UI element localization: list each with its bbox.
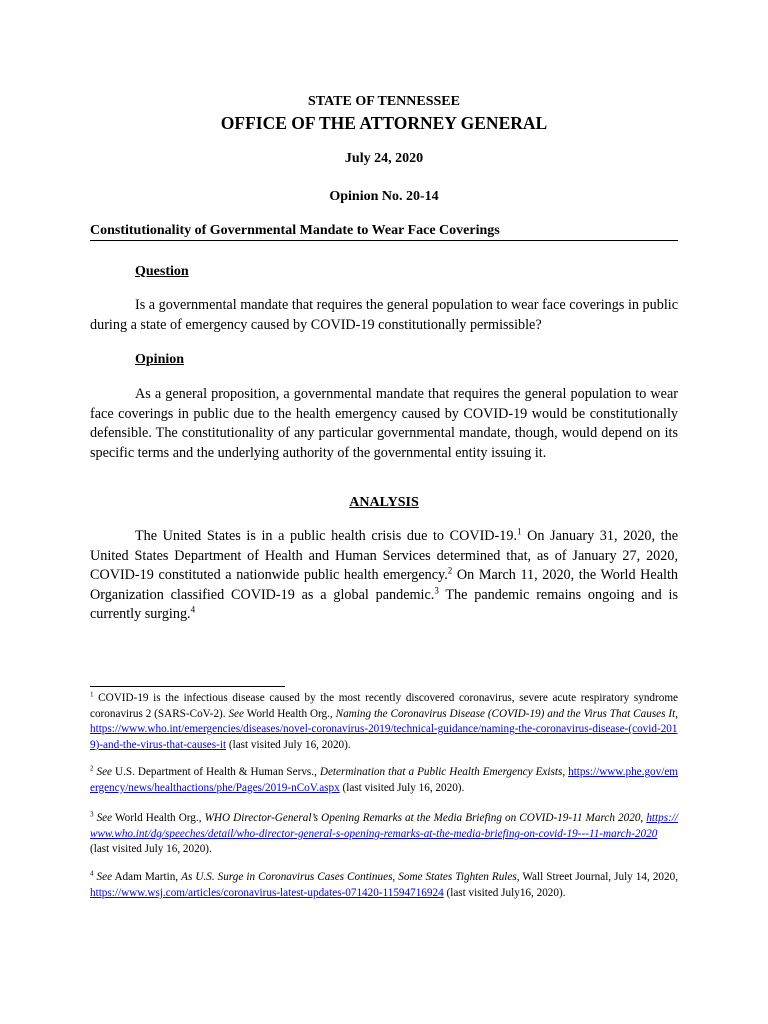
analysis-sentence-4: The pandemic remains ongoing and is currently surging. [90,586,678,623]
footnote-see: See [93,812,113,824]
footnote-2 [90,765,678,796]
footnote-marker: 2 [90,764,94,773]
opinion-date: July 24, 2020 [344,151,424,166]
footnote-source: World Health Org., [243,707,336,720]
footnote-see: See [93,766,113,778]
footnote-see: See [93,871,113,883]
opinion-text: As a general proposition, a governmental mandate that requires the general population to wear face coverings in public due to the health emergency caused by COVID-19 would be constitutionally defensible. The constitutionality of any particular governmental mandate, though, would depend on its specific terms and the underlying authority of the governmental entity issuing it. [90,386,678,461]
opinion-label: Opinion [135,352,185,367]
analysis-heading: ANALYSIS [349,495,419,510]
footnote-ref-1[interactable]: 1 [517,526,522,537]
footnote-marker: 3 [90,810,94,819]
footnote-ref-2[interactable]: 2 [447,565,453,576]
footnote-see: See [228,707,244,720]
footnote-title: As U.S. Surge in Coronavirus Cases Continues, Some States Tighten Rules [181,871,517,883]
analysis-sentence-1: The United States is in a public health crisis due to COVID-19. [135,528,518,544]
footnote-separator: , [675,707,679,720]
office-heading: OFFICE OF THE ATTORNEY GENERAL [220,113,548,133]
footnote-source: Adam Martin, [112,871,182,883]
footnote-visited: (last visited July 16, 2020). [339,781,465,794]
footnote-ref-4[interactable]: 4 [190,604,196,615]
footnote-divider [90,686,285,687]
footnote-text: COVID-19 is the infectious disease caused by the most recently discovered coronavirus, severe acute respiratory syndrome coronavirus 2 (SARS-CoV-2). [90,692,678,720]
footnote-link[interactable]: https://www.phe.gov/emergency/news/healthactions/phe/Pages/2019-nCoV.aspx [90,766,679,794]
footnote-marker: 1 [90,690,94,699]
footnote-separator: , [640,812,647,824]
footnote-ref-3[interactable]: 3 [434,585,439,596]
footnote-link[interactable]: https://www.wsj.com/articles/coronavirus-latest-updates-071420-11594716924 [90,886,444,899]
analysis-paragraph [90,527,678,625]
footnote-link[interactable]: https://www.who.int/emergencies/diseases/novel-coronavirus-2019/technical-guidance/naming-the-coronavirus-disease-(covid-2019)-and-the-virus-that-causes-it [90,723,678,751]
footnote-link[interactable]: https://www.who.int/dg/speeches/detail/who-director-general-s-opening-remarks-at-the-media-briefing-on-covid-19---11-march-2020 [90,812,679,840]
question-text: Is a governmental mandate that requires the general population to wear face coverings in public during a state of emergency caused by COVID-19 constitutionally permissible? [90,297,678,333]
footnote-separator: , [562,766,569,778]
footnote-title: Naming the Coronavirus Disease (COVID-19) and the Virus That Causes It [335,707,676,720]
footnote-title: Determination that a Public Health Emergency Exists [319,766,563,778]
opinion-number: Opinion No. 20-14 [329,189,439,204]
footnote-publication: , Wall Street Journal, July 14, 2020, [516,871,678,883]
footnote-source: World Health Org., [112,812,205,824]
opinion-subject: Constitutionality of Governmental Mandate to Wear Face Coverings [90,222,678,241]
state-heading: STATE OF TENNESSEE [308,94,460,109]
footnote-3 [90,811,678,858]
analysis-sentence-2: On January 31, 2020, the United States Department of Health and Human Services determined that, as of January 27, 2020, COVID-19 constituted a nationwide public health emergency. [90,528,678,584]
footnote-marker: 4 [90,869,94,878]
question-label: Question [135,264,189,279]
footnote-visited: (last visited July 16, 2020). [226,738,351,751]
analysis-sentence-3: On March 11, 2020, the World Health Organization classified COVID-19 as a global pandemic. [90,567,679,603]
footnote-visited: (last visited July 16, 2020). [90,843,212,856]
footnote-1 [90,691,678,753]
footnote-4 [90,870,678,901]
footnote-visited: (last visited July16, 2020). [443,886,566,899]
footnote-title: WHO Director-General’s Opening Remarks at the Media Briefing on COVID-19-11 March 2020 [204,812,641,824]
footnote-source: U.S. Department of Health & Human Servs., [112,766,320,778]
